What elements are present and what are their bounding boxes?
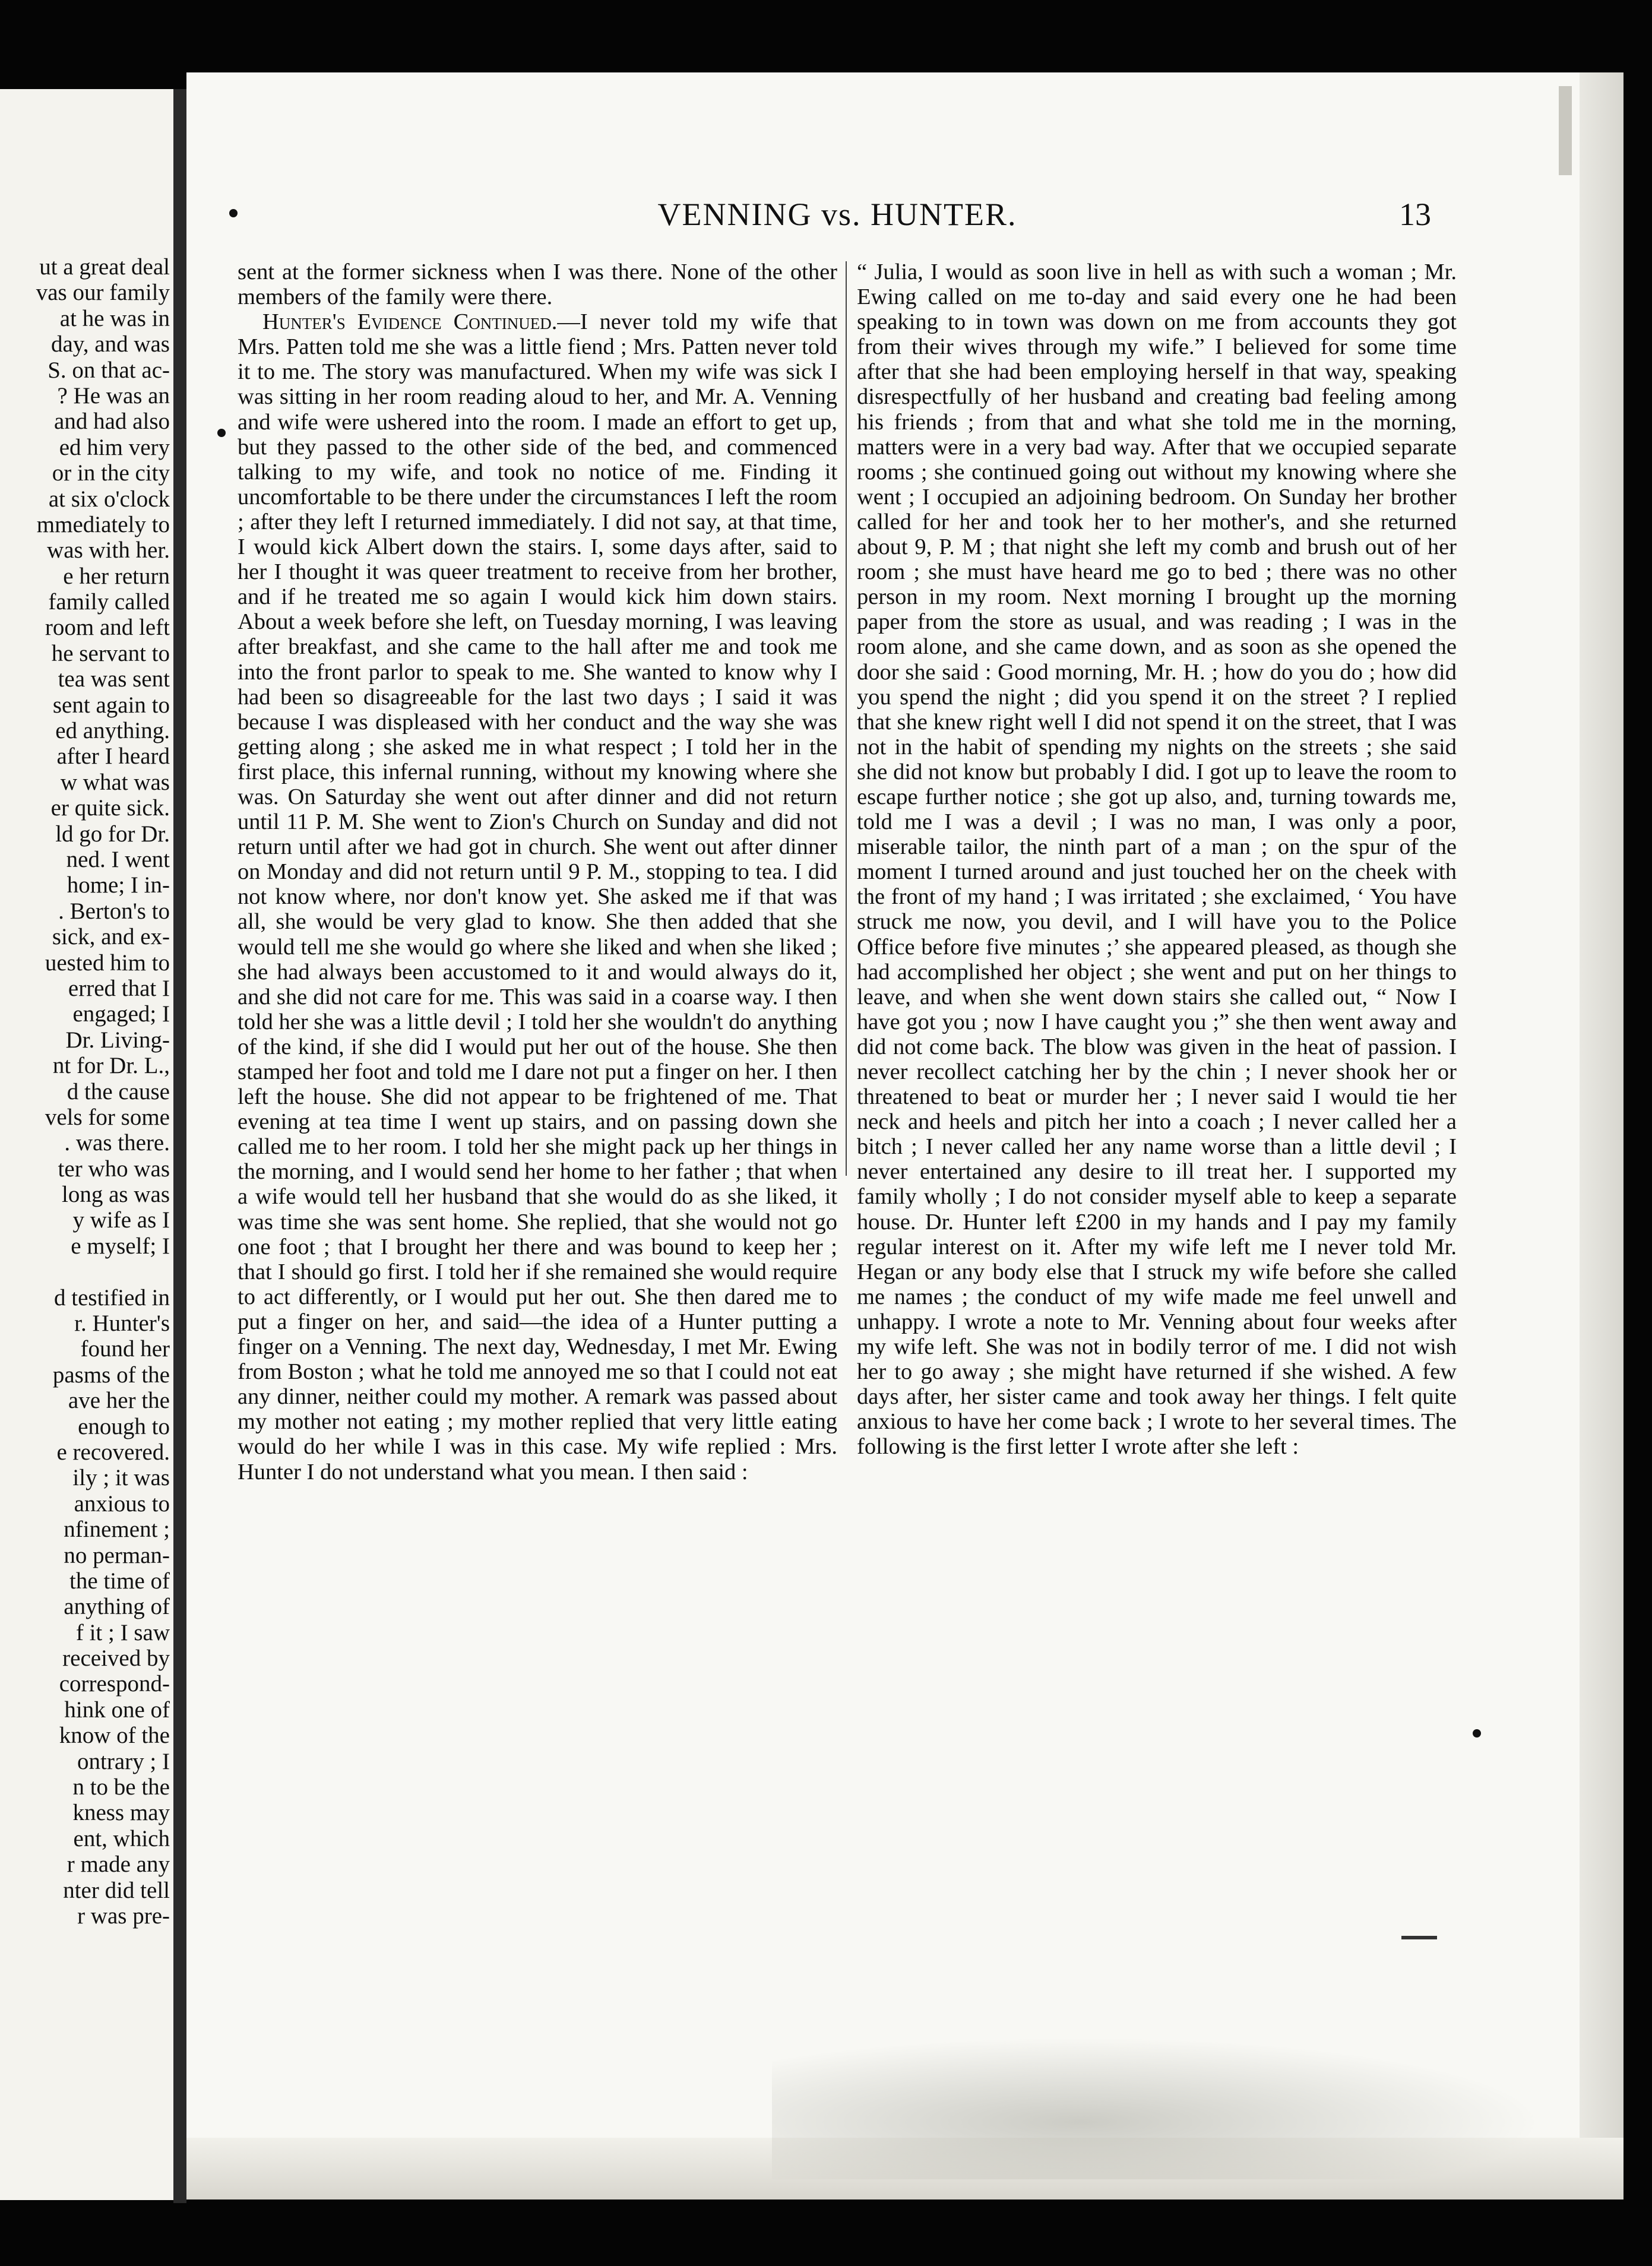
facing-page-line: pasms of the	[52, 1362, 170, 1388]
facing-page-line: uested him to	[45, 950, 170, 976]
facing-page-line: . Berton's to	[58, 898, 170, 924]
facing-page-line: S. on that ac-	[48, 357, 170, 383]
facing-page-line: correspond-	[59, 1671, 170, 1697]
facing-page-line: was with her.	[47, 537, 170, 564]
facing-page-line: room and left	[45, 615, 170, 641]
paper-stain	[772, 2037, 1544, 2179]
facing-page-line: ned. I went	[66, 846, 170, 872]
facing-page-line: nfinement ;	[64, 1517, 170, 1543]
facing-page-line	[7, 1259, 170, 1284]
facing-page-line: found her	[80, 1336, 170, 1362]
facing-page-line: e her return	[63, 563, 170, 589]
facing-page-line: d the cause	[67, 1078, 170, 1104]
column-rule	[846, 261, 847, 1176]
facing-page-line: e myself; I	[71, 1233, 170, 1259]
facing-page-line: sent again to	[52, 692, 170, 718]
facing-page-line: sick, and ex-	[52, 924, 170, 950]
facing-page-line: ent, which	[73, 1825, 170, 1852]
facing-page-line: no perman-	[64, 1542, 170, 1568]
facing-page-line: home; I in-	[67, 872, 170, 898]
page-number: 13	[1399, 197, 1431, 232]
facing-page-line: vas our family	[36, 280, 170, 306]
facing-page-line: er quite sick.	[50, 795, 170, 821]
margin-dot	[229, 209, 238, 217]
facing-page-line: r made any	[67, 1852, 170, 1878]
margin-dash	[1401, 1936, 1437, 1939]
facing-page-line: e recovered.	[56, 1439, 170, 1465]
paragraph-body: —I never told my wife that Mrs. Patten told me she was a little fiend ; Mrs. Patten never told it to me. The story was manufactured. When my wife was sick I was sitting in her room reading aloud to her, and Mr. A. Venning and wife were ushered into the room. I made an effort to get up, but they passed to the other side of the bed, and commenced talking to my wife, and took no notice of me. Finding it uncomfortable to be there under the circumstances I left the room ; after they left I returned immediately. I did not say, at that time, I would kick Albert down the stairs. I, some days after, said to her I thought it was queer treatment to receive from her brother, and if he treated me so again I would kick him down stairs. About a week before she left, on Tuesday morning, I was leaving after breakfast, and she came to the hall after me and took me into the front parlor to speak to me. She wanted to know why I had been so disagreeable for the last two days ; I said it was because I was displeased with her conduct and the way she was getting along ; she asked me in what respect ; I told her in the first place, this infernal running, without my knowing where she was. On Saturday she went out after dinner and did not return until 11 P. M. She went to Zion's Church on Sunday and did not return until after we had got in church. She went out after dinner on Monday and did not return until 9 P. M., stopping to tea. I did not know where, nor don't know yet. She asked me if that was all, she would be very glad to know. She then added that she would tell me she would go where she liked and when she liked ; she had always been accustomed to it and would always do it, and she did not care for me. This was said in a coarse way. I then told her she was a little devil ; I told her she wouldn't do anything of the kind, if she did I would put her out of the house. She then stamped her foot and told me I dare not put a finger on her. I then left the house. She did not appear to be frightened of me. That evening at tea time I went up stairs, and on passing down she called me to her room. I told her she might pack up her things in the morning, and I would send her home to her father ; that when a wife would tell her husband that she would do as she liked, it was time she was sent home. She replied, that she would not go one foot ; that I brought her there and was bound to keep her ; that I should go first. I told her if she remained she would require to act differently, or I would put her out. She then dared me to put a finger on her, and said—the idea of a Hunter putting a finger on a Venning. The next day, Wednesday, I met Mr. Ewing from Boston ; what he told me annoyed me so that I could not eat any dinner, neither could my mother. A remark was passed about my mother not eating ; my mother replied that very little eating would do her while I was in this case. My wife replied : Mrs. Hunter I do not understand what you mean. I then said :	[238, 309, 837, 1485]
facing-page-line: y wife as I	[72, 1207, 170, 1233]
facing-page-line: hink one of	[64, 1697, 170, 1723]
facing-page-line: at he was in	[59, 305, 170, 331]
paragraph-continuation: sent at the former sickness when I was there. None of the other members of the family were there.	[238, 259, 837, 310]
facing-page-line: after I heard	[56, 743, 170, 770]
facing-page-line: or in the city	[52, 460, 170, 486]
facing-page-line: nter did tell	[63, 1877, 170, 1903]
facing-page-line: engaged; I	[72, 1001, 170, 1027]
text-column-right	[857, 259, 1457, 1460]
facing-page-line: kness may	[72, 1800, 170, 1826]
facing-page-line: ld go for Dr.	[55, 821, 170, 847]
facing-page-line: long as was	[62, 1182, 170, 1208]
facing-page-line: w what was	[60, 769, 170, 795]
facing-page-line: ut a great deal	[39, 254, 170, 280]
facing-page-line: ed him very	[59, 434, 170, 460]
facing-page-line: ave her the	[68, 1388, 170, 1414]
facing-page-line: at six o'clock	[48, 486, 170, 512]
facing-page-line: ily ; it was	[72, 1465, 170, 1491]
facing-page-line: anxious to	[74, 1490, 170, 1517]
page-edge-right	[1580, 72, 1623, 2199]
facing-page-line: family called	[48, 589, 170, 615]
facing-page-line: f it ; I saw	[75, 1619, 170, 1645]
facing-page-line: r was pre-	[77, 1903, 170, 1929]
running-header: VENNING vs. HUNTER.	[657, 197, 1017, 232]
facing-page-line: he servant to	[51, 640, 170, 666]
facing-page-line: the time of	[69, 1568, 170, 1594]
facing-page-line: day, and was	[51, 331, 170, 357]
text-column-left	[238, 259, 837, 1485]
facing-page-line: n to be the	[72, 1774, 170, 1800]
margin-dot	[1473, 1729, 1481, 1738]
paragraph-hunter-evidence	[238, 309, 837, 1484]
facing-page-line: ed anything.	[55, 718, 170, 744]
facing-page-line: vels for some	[45, 1104, 170, 1130]
facing-page-line: anything of	[64, 1594, 170, 1620]
facing-page-line: Dr. Living-	[65, 1027, 170, 1053]
facing-page-line: nt for Dr. L.,	[52, 1053, 170, 1079]
facing-page-line: enough to	[78, 1413, 170, 1439]
facing-page-line: r. Hunter's	[74, 1311, 170, 1337]
facing-page-line: . was there.	[64, 1130, 170, 1156]
facing-page-text	[7, 254, 170, 1929]
facing-page-line: know of the	[59, 1723, 170, 1749]
facing-page-line: ontrary ; I	[77, 1748, 170, 1774]
facing-page-line: d testified in	[54, 1284, 170, 1311]
facing-page-line: erred that I	[68, 975, 170, 1001]
page-tab-mark	[1559, 86, 1572, 175]
paragraph-body-right: “ Julia, I would as soon live in hell as with such a woman ; Mr. Ewing called on me to-day and said every one he had been speaking to in town was down on me from accounts they got from their wives through my wife.” I believed for some time after that she had been employing herself in that way, speaking disrespectfully of her husband and creating bad feeling among his friends ; from that and what she told me in the morning, matters were in a very bad way. After that we occupied separate rooms ; she continued going out without my knowing where she went ; I occupied an adjoining bedroom. On Sunday her brother called for her and took her to her mother's, and she returned about 9, P. M ; that night she left my comb and brush out of her room ; she must have heard me go to bed ; there was no other person in my room. Next morning I brought up the morning paper from the store as usual, and was reading ; I was in the room alone, and she came down, and as soon as she opened the door she said : Good morning, Mr. H. ; how do you do ; how did you spend the night ; did you spend it on the street ? I replied that she knew right well I did not spend it on the street, that I was not in the habit of spending my nights on the streets ; she said she did not know but probably I did. I got up to leave the room to escape further notice ; she got up also, and, turning towards me, told me I was a devil ; I was no man, I was only a poor, miserable tailor, the ninth part of a man ; on the spur of the moment I turned around and just touched her on the cheek with the front of my hand ; I was irritated ; she exclaimed, ‘ You have struck me now, you devil, and I will have you to the Police Office before five minutes ;’ she appeared pleased, as though she had accomplished her object ; she went and put on her things to leave, and when she went down stairs she called out, “ Now I have got you ; now I have caught you ;” she then went away and did not come back. The blow was given in the heat of passion. I never recollect catching her by the chin ; I never shook her or threatened to beat or murder her ; I never said I would tie her neck and heels and pitch her into a coach ; I never called her a bitch ; I never called her any name worse than a little devil ; I never entertained any desire to ill treat her. I supported my family wholly ; I do not consider myself able to keep a separate house. Dr. Hunter left £200 in my hands and I pay my family regular interest on it. After my wife left me I never told Mr. Hegan or any body else that I struck my wife before she called me names ; the conduct of my wife made me feel unwell and unhappy. I wrote a note to Mr. Venning about four weeks after my wife left. She was not in bodily terror of me. I did not wish her to go away ; she might have returned if she wished. A few days after, her sister came and took away her things. I felt quite anxious to have her come back ; I wrote to her several times. The following is the first letter I wrote after she left :	[857, 259, 1457, 1460]
facing-page-line: and had also	[54, 409, 170, 435]
section-heading: Hunter's Evidence Continued.	[262, 309, 558, 335]
facing-page-fragment	[0, 89, 173, 2200]
facing-page-line: ? He was an	[57, 382, 170, 409]
facing-page-line: received by	[62, 1645, 170, 1672]
facing-page-line: tea was sent	[58, 666, 170, 692]
book-gutter	[173, 89, 186, 2203]
facing-page-line: ter who was	[58, 1156, 170, 1182]
margin-dot	[217, 429, 226, 437]
facing-page-line: mmediately to	[36, 511, 170, 537]
